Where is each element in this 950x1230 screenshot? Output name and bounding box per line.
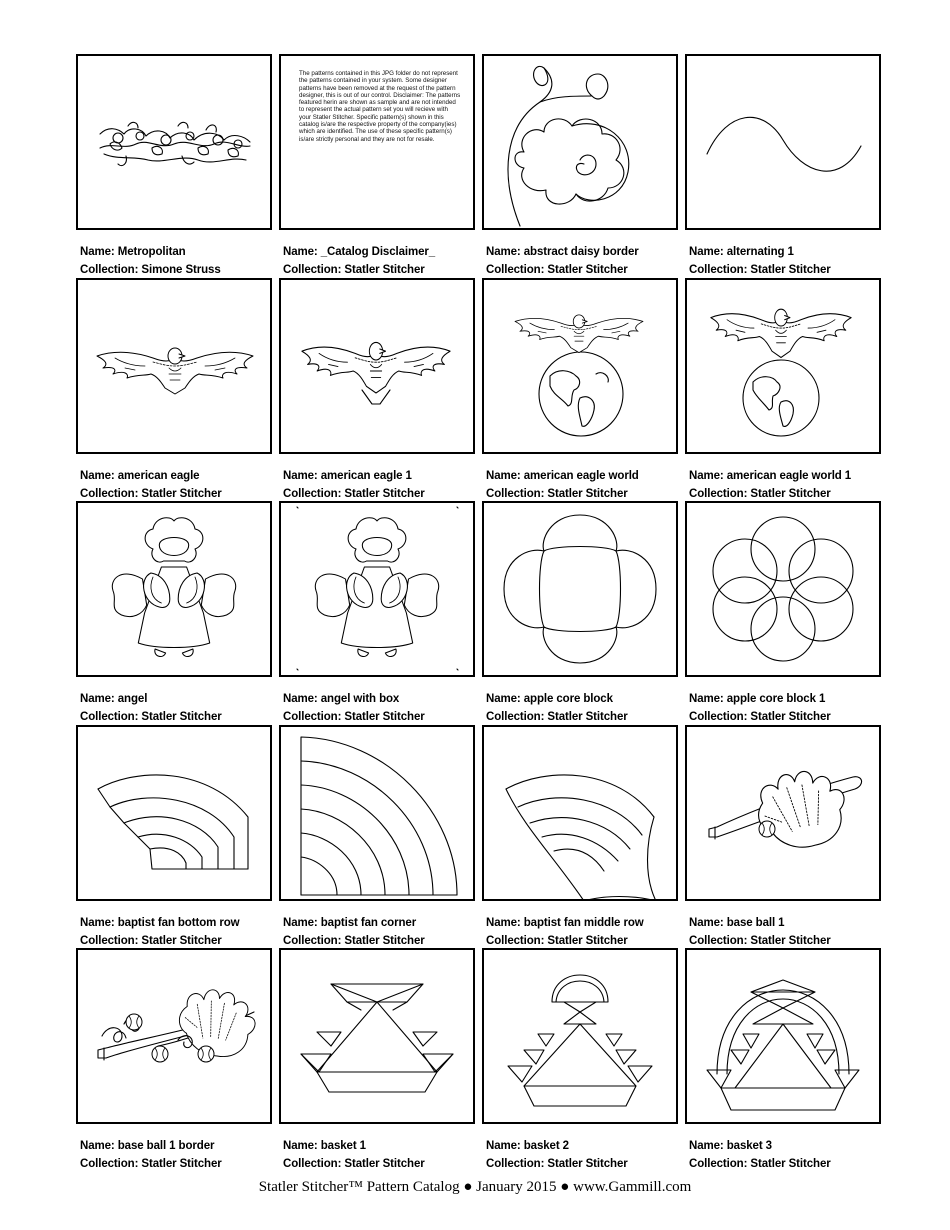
pattern-collection: Statler Stitcher <box>750 1158 831 1170</box>
pattern-collection: Statler Stitcher <box>141 1158 222 1170</box>
pattern-collection: Statler Stitcher <box>547 711 628 723</box>
pattern-thumbnail[interactable] <box>482 501 678 677</box>
pattern-thumbnail[interactable] <box>76 501 272 677</box>
pattern-collection: Statler Stitcher <box>750 935 831 947</box>
pattern-name: american eagle world <box>523 470 639 482</box>
american-eagle-world-image <box>484 280 676 452</box>
pattern-thumbnail[interactable] <box>685 948 881 1124</box>
pattern-name: basket 1 <box>320 1140 366 1152</box>
pattern-collection: Simone Struss <box>141 264 221 276</box>
pattern-thumbnail[interactable] <box>279 725 475 901</box>
pattern-caption: Name: Metropolitan Collection: Simone Struss <box>80 246 221 276</box>
pattern-caption: Name: american eagle world Collection: Statler Stitcher <box>486 470 639 500</box>
pattern-name: apple core block 1 <box>726 693 826 705</box>
pattern-name: baptist fan bottom row <box>117 917 240 929</box>
pattern-caption: Name: american eagle Collection: Statler Stitcher <box>80 470 222 500</box>
pattern-caption: Name: alternating 1 Collection: Statler Stitcher <box>689 246 831 276</box>
angel-with-box-image <box>281 503 473 675</box>
basket-3-image <box>687 950 879 1122</box>
pattern-collection: Statler Stitcher <box>547 935 628 947</box>
pattern-thumbnail[interactable] <box>482 725 678 901</box>
pattern-caption: Name: basket 3 Collection: Statler Stitcher <box>689 1140 831 1170</box>
pattern-collection: Statler Stitcher <box>344 264 425 276</box>
pattern-name: abstract daisy border <box>523 246 639 258</box>
pattern-name: american eagle world 1 <box>726 470 852 482</box>
pattern-name: angel with box <box>320 693 400 705</box>
pattern-thumbnail[interactable] <box>76 948 272 1124</box>
pattern-collection: Statler Stitcher <box>141 488 222 500</box>
pattern-name: base ball 1 border <box>117 1140 215 1152</box>
pattern-caption: Name: angel Collection: Statler Stitcher <box>80 693 222 723</box>
pattern-collection: Statler Stitcher <box>750 711 831 723</box>
pattern-name: baptist fan corner <box>320 917 417 929</box>
apple-core-block-image <box>484 503 676 675</box>
pattern-collection: Statler Stitcher <box>547 264 628 276</box>
pattern-collection: Statler Stitcher <box>344 1158 425 1170</box>
pattern-collection: Statler Stitcher <box>547 488 628 500</box>
pattern-thumbnail[interactable] <box>279 501 475 677</box>
pattern-thumbnail[interactable] <box>685 278 881 454</box>
pattern-caption: Name: abstract daisy border Collection: Statler Stitcher <box>486 246 639 276</box>
pattern-caption: Name: american eagle 1 Collection: Statler Stitcher <box>283 470 425 500</box>
disclaimer-text: The patterns contained in this JPG folder do not represent the patterns contained in your system. Some designer patterns have been removed at the request of the pattern designer, this is out of our control. Disclaimer: The patterns featured herin are shown as sample and are not intended to represent the actual pattern set you will recieve with your Statler Stitcher. Specific pattern(s) shown in this catalog is/are the respective property of the company(ies) which are identified. The use of these specific pattern(s) is/are strictly personal and they are not for resale. <box>299 70 461 143</box>
pattern-collection: Statler Stitcher <box>547 1158 628 1170</box>
base-ball-1-image <box>687 727 879 899</box>
pattern-caption: Name: baptist fan middle row Collection: Statler Stitcher <box>486 917 644 947</box>
pattern-caption: Name: angel with box Collection: Statler Stitcher <box>283 693 425 723</box>
pattern-thumbnail[interactable] <box>482 278 678 454</box>
pattern-caption: Name: baptist fan corner Collection: Statler Stitcher <box>283 917 425 947</box>
pattern-thumbnail[interactable] <box>76 725 272 901</box>
pattern-thumbnail[interactable] <box>685 501 881 677</box>
pattern-caption: Name: basket 1 Collection: Statler Stitcher <box>283 1140 425 1170</box>
pattern-caption: Name: basket 2 Collection: Statler Stitcher <box>486 1140 628 1170</box>
pattern-collection: Statler Stitcher <box>141 711 222 723</box>
baptist-fan-middle-row-image <box>484 727 676 899</box>
alternating-1-image <box>687 56 879 228</box>
pattern-name: american eagle 1 <box>320 470 412 482</box>
abstract-daisy-border-image <box>484 56 676 228</box>
pattern-thumbnail[interactable] <box>279 54 475 230</box>
pattern-thumbnail[interactable] <box>482 948 678 1124</box>
pattern-caption: Name: apple core block 1 Collection: Statler Stitcher <box>689 693 831 723</box>
baptist-fan-corner-image <box>281 727 473 899</box>
pattern-caption: Name: apple core block Collection: Statler Stitcher <box>486 693 628 723</box>
base-ball-1-border-image <box>78 950 270 1122</box>
pattern-thumbnail[interactable] <box>279 278 475 454</box>
pattern-caption: Name: american eagle world 1 Collection: Statler Stitcher <box>689 470 852 500</box>
apple-core-block-1-image <box>687 503 879 675</box>
pattern-collection: Statler Stitcher <box>344 711 425 723</box>
pattern-name: _Catalog Disclaimer_ <box>320 246 436 258</box>
basket-2-image <box>484 950 676 1122</box>
pattern-caption: Name: base ball 1 Collection: Statler Stitcher <box>689 917 831 947</box>
pattern-thumbnail[interactable] <box>279 948 475 1124</box>
pattern-collection: Statler Stitcher <box>750 488 831 500</box>
pattern-thumbnail[interactable] <box>685 54 881 230</box>
pattern-thumbnail[interactable] <box>76 54 272 230</box>
pattern-name: basket 2 <box>523 1140 569 1152</box>
pattern-name: angel <box>117 693 148 705</box>
pattern-caption: Name: base ball 1 border Collection: Statler Stitcher <box>80 1140 222 1170</box>
american-eagle-world-1-image <box>687 280 879 452</box>
american-eagle-image <box>78 280 270 452</box>
baptist-fan-bottom-row-image <box>78 727 270 899</box>
pattern-name: apple core block <box>523 693 613 705</box>
pattern-thumbnail[interactable] <box>685 725 881 901</box>
angel-image <box>78 503 270 675</box>
pattern-name: base ball 1 <box>726 917 785 929</box>
basket-1-image <box>281 950 473 1122</box>
pattern-caption: Name: baptist fan bottom row Collection: Statler Stitcher <box>80 917 240 947</box>
pattern-caption: Name: _Catalog Disclaimer_ Collection: Statler Stitcher <box>283 246 436 276</box>
american-eagle-1-image <box>281 280 473 452</box>
metropolitan-pattern-image <box>78 56 270 228</box>
pattern-name: american eagle <box>117 470 200 482</box>
catalog-footer: Statler Stitcher™ Pattern Catalog ● January 2015 ● www.Gammill.com <box>258 1179 692 1195</box>
pattern-collection: Statler Stitcher <box>750 264 831 276</box>
pattern-collection: Statler Stitcher <box>344 935 425 947</box>
pattern-name: baptist fan middle row <box>523 917 644 929</box>
pattern-collection: Statler Stitcher <box>141 935 222 947</box>
pattern-name: alternating 1 <box>726 246 794 258</box>
pattern-name: Metropolitan <box>117 246 186 258</box>
pattern-name: basket 3 <box>726 1140 772 1152</box>
pattern-thumbnail[interactable] <box>482 54 678 230</box>
pattern-collection: Statler Stitcher <box>344 488 425 500</box>
pattern-thumbnail[interactable] <box>76 278 272 454</box>
